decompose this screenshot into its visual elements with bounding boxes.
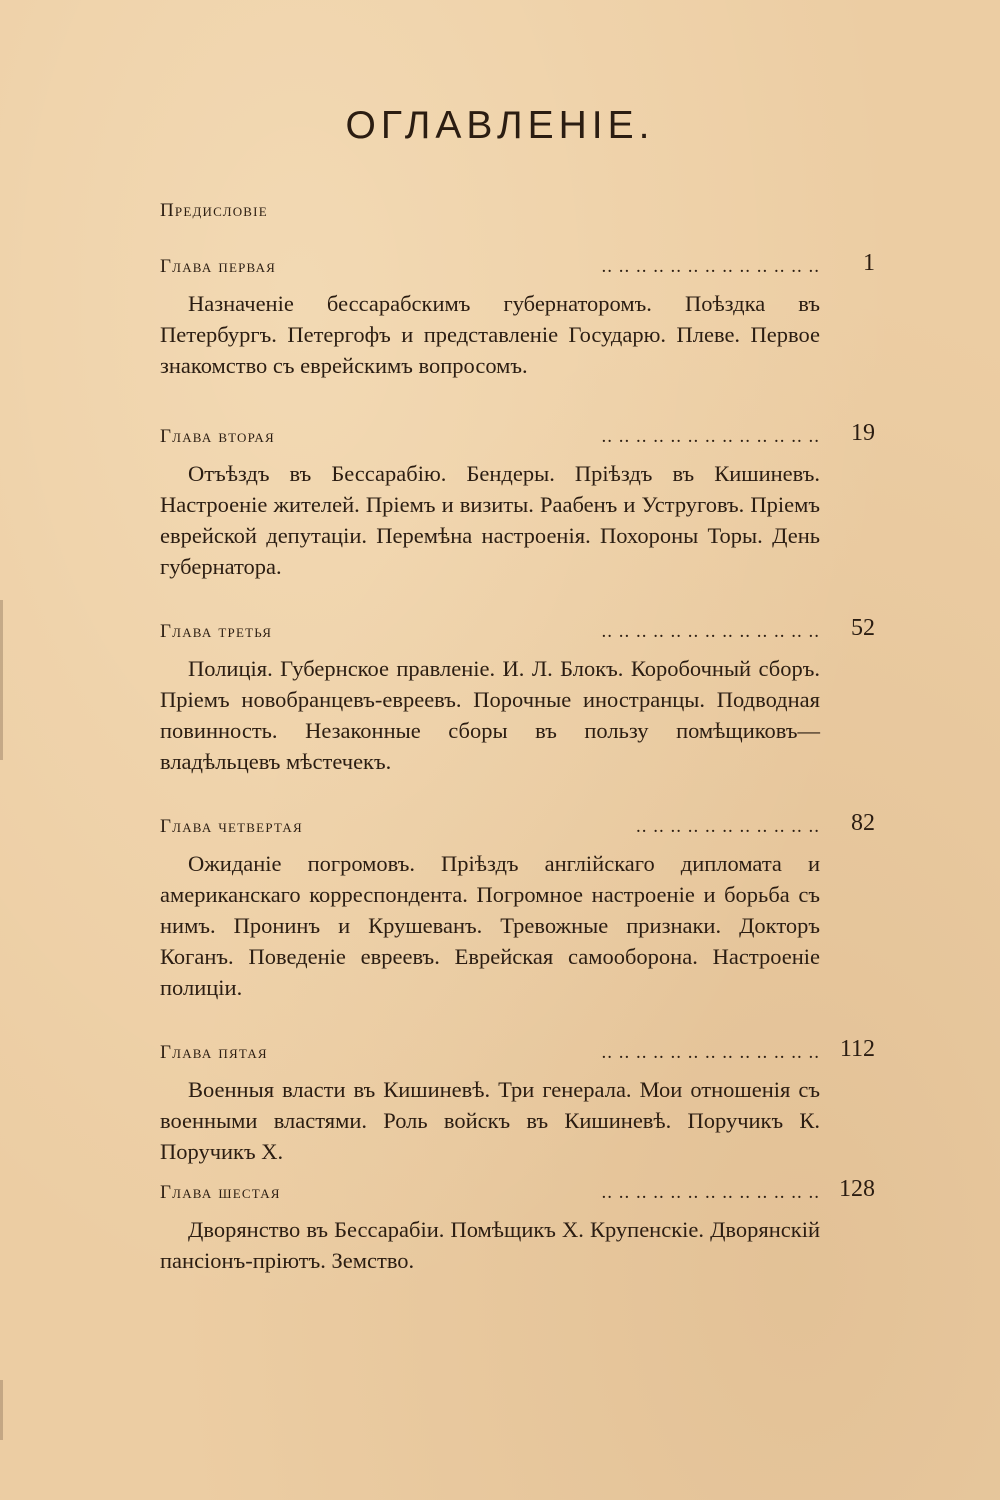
chapter-heading xyxy=(160,1176,875,1212)
chapter-name: Глава третья xyxy=(160,621,273,642)
chapter-name: Глава четвертая xyxy=(160,816,303,837)
chapter-heading xyxy=(160,420,875,456)
chapter-heading xyxy=(160,250,875,286)
chapter-page-number: 1 xyxy=(863,250,875,276)
chapter-page-number: 112 xyxy=(839,1036,875,1062)
chapter-entry xyxy=(160,615,875,777)
preface-entry: Предисловіе xyxy=(160,200,268,221)
chapter-entry xyxy=(160,250,875,381)
chapter-heading xyxy=(160,615,875,651)
chapter-summary: Назначеніе бессарабскимъ губернаторомъ. Поѣздка въ Петербургъ. Петергофъ и представленіе Государю. Плеве. Первое знакомство съ еврейскимъ вопросомъ. xyxy=(160,291,820,378)
leader-dots: .. .. .. .. .. .. .. .. .. .. .. .. .. xyxy=(601,621,820,642)
leader-dots: .. .. .. .. .. .. .. .. .. .. .. .. .. xyxy=(601,1042,820,1063)
chapter-heading xyxy=(160,1036,875,1072)
chapter-entry xyxy=(160,1176,875,1276)
chapter-summary: Ожиданіе погромовъ. Пріѣздъ англійскаго дипломата и американскаго корреспондента. Погромное настроеніе и борьба съ нимъ. Пронинъ и Крушеванъ. Тревожные признаки. Докторъ Коганъ. Поведеніе евреевъ. Еврейская самооборона. Настроеніе полиціи. xyxy=(160,851,820,1000)
page-edge-mark xyxy=(0,600,3,760)
chapter-page-number: 82 xyxy=(851,810,875,836)
chapter-entry xyxy=(160,810,875,1003)
chapter-name: Глава шестая xyxy=(160,1182,281,1203)
chapter-entry xyxy=(160,1036,875,1167)
leader-dots: .. .. .. .. .. .. .. .. .. .. .. .. .. xyxy=(601,426,820,447)
leader-dots: .. .. .. .. .. .. .. .. .. .. .. .. .. xyxy=(601,256,820,277)
chapter-entry xyxy=(160,420,875,582)
chapter-page-number: 52 xyxy=(851,615,875,641)
page-title: ОГЛАВЛЕНІЕ. xyxy=(345,104,655,147)
chapter-summary: Дворянство въ Бессарабіи. Помѣщикъ Х. Крупенскіе. Дворянскій пансіонъ-пріютъ. Земство. xyxy=(160,1217,820,1273)
chapter-name: Глава пятая xyxy=(160,1042,268,1063)
chapter-name: Глава вторая xyxy=(160,426,275,447)
chapter-summary: Отъѣздъ въ Бессарабію. Бендеры. Пріѣздъ въ Кишиневъ. Настроеніе жителей. Пріемъ и визиты. Раабенъ и Уструговъ. Пріемъ еврейской депутаціи. Перемѣна настроенія. Похороны Торы. День губернатора. xyxy=(160,461,820,579)
chapter-heading xyxy=(160,810,875,846)
chapter-page-number: 19 xyxy=(851,420,875,446)
chapter-summary: Полиція. Губернское правленіе. И. Л. Блокъ. Коробочный сборъ. Пріемъ новобранцевъ-евреевъ. Порочные иностранцы. Подводная повинность. Незаконные сборы въ пользу помѣщиковъ—владѣльцевъ мѣстечекъ. xyxy=(160,656,820,774)
page-edge-mark xyxy=(0,1380,3,1440)
chapter-page-number: 128 xyxy=(839,1176,875,1202)
leader-dots: .. .. .. .. .. .. .. .. .. .. .. xyxy=(636,816,820,837)
leader-dots: .. .. .. .. .. .. .. .. .. .. .. .. .. xyxy=(601,1182,820,1203)
chapter-summary: Военныя власти въ Кишиневѣ. Три генерала. Мои отношенія съ военными властями. Роль войскъ въ Кишиневѣ. Поручикъ К. Поручикъ Х. xyxy=(160,1077,820,1164)
chapter-name: Глава первая xyxy=(160,256,277,277)
